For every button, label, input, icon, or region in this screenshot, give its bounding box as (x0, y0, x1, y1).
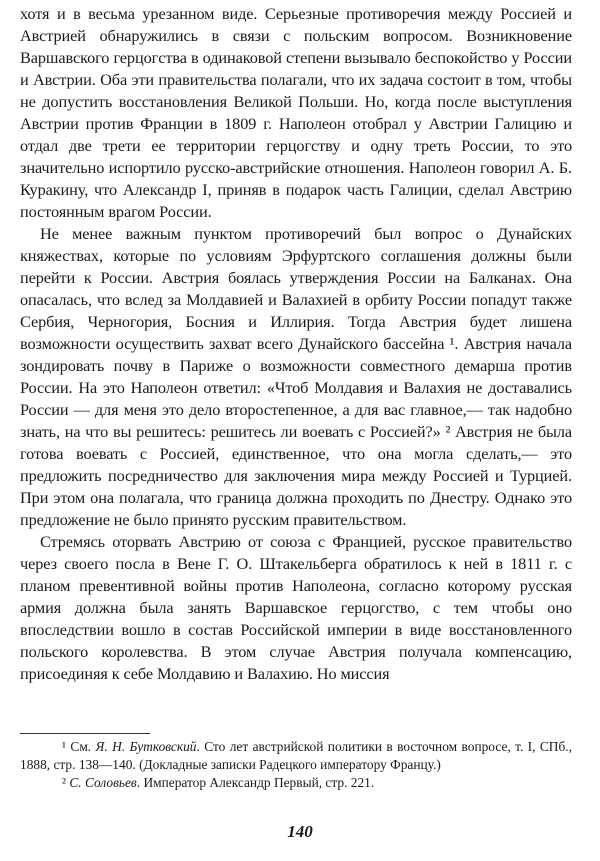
paragraph-3: Стремясь оторвать Австрию от союза с Францией, русское правительство через своего посла в Вене Г. О. Штакельберга обратилось к ней в 1811 г. с планом превентивной войны против Наполеона, согласно которому русская армия должна была занять Варшавское герцогство, с тем чтобы оно впоследствии вошло в состав Российской империи в виде восстановленного польского королевства. В этом случае Австрия получала компенсацию, присоединяя к себе Молдавию и Валахию. Но миссия (20, 532, 572, 683)
paragraph-1: хотя и в весьма урезанном виде. Серьезные противоречия между Россией и Австрией обнаружились в связи с польским вопросом. Возникновение Варшавского герцогства в одинаковой степени вызывало беспокойство у России и Австрии. Оба эти правительства полагали, что их задача состоит в том, чтобы не допустить восстановления Великой Польши. Но, когда после выступления Австрии против Франции в 1809 г. Наполеон отобрал у Австрии Галицию и отдал две трети ее территории герцогству и одну треть России, то это значительно испортило русско-австрийские отношения. Наполеон говорил А. Б. Куракину, что Александр I, приняв в подарок часть Галиции, сделал Австрию постоянным врагом России. (20, 4, 572, 221)
footnote-2-author: С. Соловьев (69, 775, 137, 790)
footnote-1-marker: ¹ См. (62, 739, 92, 754)
footnote-2 (20, 774, 572, 792)
footnote-2-marker: ² (62, 775, 67, 790)
footnote-2-text: . Император Александр Первый, стр. 221. (136, 775, 375, 790)
footnote-1-author: Я. Н. Бутковский (95, 739, 197, 754)
main-text (20, 3, 572, 685)
footnotes (20, 733, 572, 792)
footnote-divider (20, 733, 150, 734)
paragraph-2: Не менее важным пунктом противоречий был вопрос о Дунайских княжествах, которые по условиям Эрфуртского соглашения должны были перейти к России. Австрия боялась утверждения России на Балканах. Она опасалась, что вслед за Молдавией и Валахией в орбиту России попадут также Сербия, Черногория, Босния и Иллирия. Тогда Австрия будет лишена возможности осуществить захват всего Дунайского бассейна ¹. Австрия начала зондировать почву в Париже о возможности совместного демарша против России. На это Наполеон ответил: «Чтоб Молдавия и Валахия не доставались России — для меня это дело второстепенное, а для вас главное,— так надобно знать, на что вы решитесь: решитесь ли воевать с Россией?» ² Австрия не была готова воевать с Россией, единственное, что она могла сделать,— это предложить посредничество для заключения мира между Россией и Турцией. При этом она полагала, что граница должна проходить по Днестру. Однако это предложение не было принято русским правительством. (20, 224, 572, 529)
page-number: 140 (287, 822, 313, 841)
footnote-1 (20, 738, 572, 774)
footnote-1-text: . Сто лет австрийской политики в восточном вопросе, т. I, СПб., 1888, стр. 138—140. (Докладные записки Радецкого императору Францу.) (20, 739, 572, 772)
